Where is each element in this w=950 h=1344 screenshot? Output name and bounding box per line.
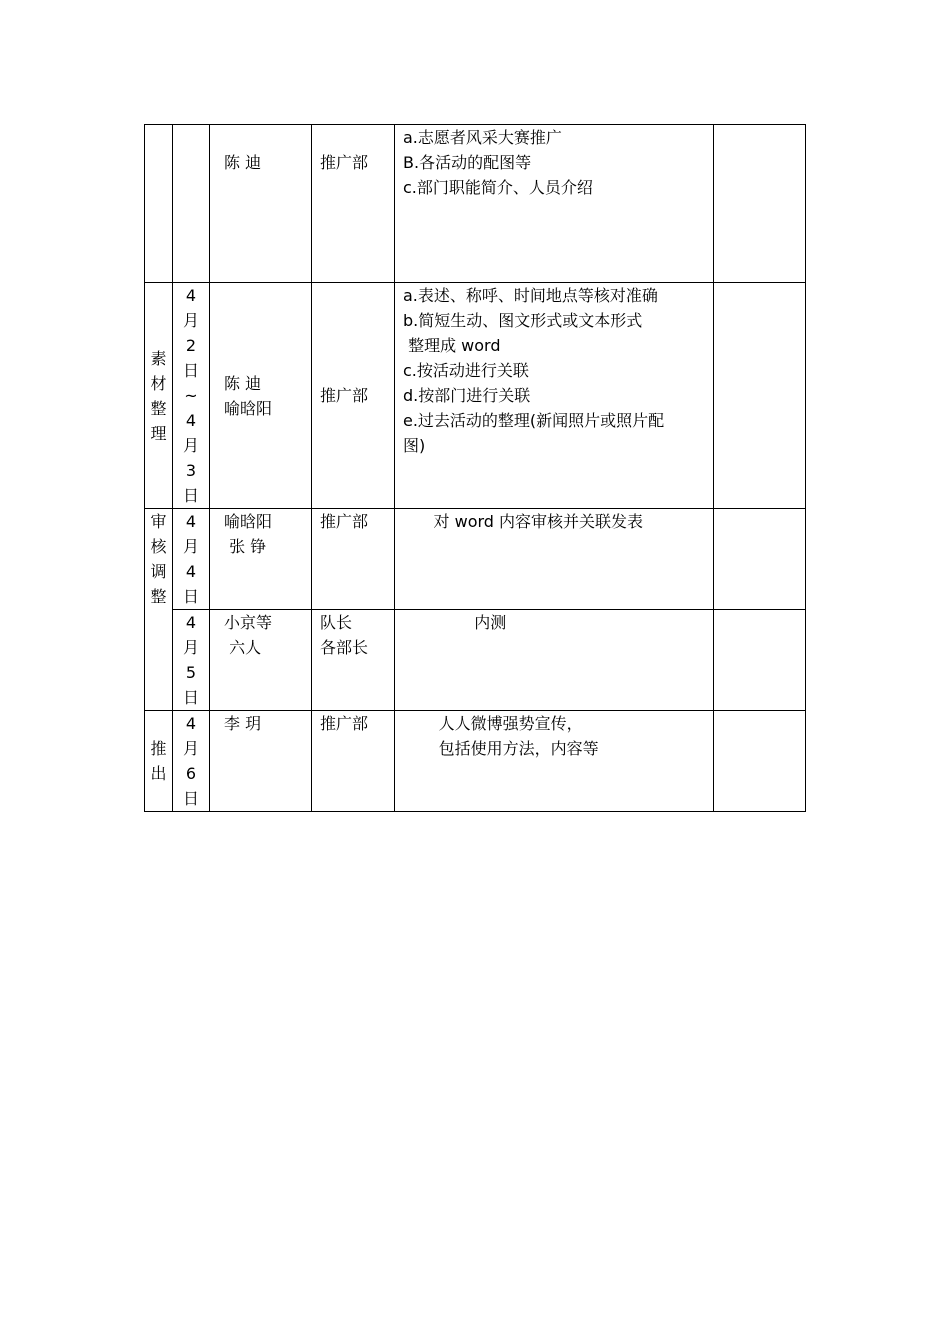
content-line: B.各活动的配图等 bbox=[403, 153, 532, 172]
person-name: 陈 迪 bbox=[224, 373, 262, 393]
date-cell bbox=[173, 283, 210, 509]
content-line: c.部门职能简介、人员介绍 bbox=[403, 178, 593, 197]
content-line: 内测 bbox=[403, 613, 507, 632]
content-line: 对 word 内容审核并关联发表 bbox=[403, 512, 644, 531]
content-cell bbox=[395, 125, 714, 283]
table-row bbox=[145, 610, 806, 711]
content-line: 人人微博强势宣传， bbox=[403, 714, 583, 733]
stage-cell bbox=[145, 509, 173, 711]
dept-name: 各部长 bbox=[320, 638, 369, 657]
date-cell bbox=[173, 610, 210, 711]
person-name: 小京等 bbox=[224, 613, 273, 632]
dept-cell bbox=[312, 610, 395, 711]
stage-label: 推 出 bbox=[150, 739, 167, 783]
person-name: 陈 迪 bbox=[224, 153, 262, 172]
stage-cell bbox=[145, 125, 173, 283]
content-line: c.按活动进行关联 bbox=[403, 361, 529, 380]
content-line: 包括使用方法，内容等 bbox=[403, 739, 599, 758]
stage-label: 素 材 整 理 bbox=[150, 348, 167, 443]
note-cell bbox=[714, 610, 806, 711]
content-line: b.简短生动、图文形式或文本形式 bbox=[403, 311, 643, 330]
table-row bbox=[145, 509, 806, 610]
dept-cell bbox=[312, 711, 395, 812]
person-name: 李 玥 bbox=[224, 714, 262, 733]
dept-name: 队长 bbox=[320, 613, 353, 632]
person-name: 六人 bbox=[224, 638, 262, 657]
dept-cell bbox=[312, 509, 395, 610]
date-cell bbox=[173, 125, 210, 283]
dept-name: 推广部 bbox=[320, 714, 369, 733]
content-line: 整理成 word bbox=[403, 336, 501, 355]
person-cell bbox=[210, 509, 312, 610]
dept-name: 推广部 bbox=[320, 386, 369, 405]
stage-cell bbox=[145, 711, 173, 812]
stage-label: 审 核 调 整 bbox=[150, 512, 167, 606]
content-line: a.志愿者风采大赛推广 bbox=[403, 128, 562, 147]
dept-name: 推广部 bbox=[320, 512, 369, 531]
dept-name: 推广部 bbox=[320, 153, 369, 172]
person-cell bbox=[210, 125, 312, 283]
date-label: 4 月 6 日 bbox=[182, 714, 199, 808]
person-cell bbox=[210, 283, 312, 509]
note-cell bbox=[714, 509, 806, 610]
note-cell bbox=[714, 125, 806, 283]
date-label: 4 月 4 日 bbox=[182, 512, 199, 606]
date-label: 4 月 5 日 bbox=[182, 613, 199, 707]
person-name: 张 铮 bbox=[224, 537, 267, 556]
note-cell bbox=[714, 711, 806, 812]
table-row bbox=[145, 711, 806, 812]
content-cell bbox=[395, 711, 714, 812]
table-row bbox=[145, 125, 806, 283]
content-cell bbox=[395, 610, 714, 711]
date-label: 4 月 2 日 ~ 4 月 3 日 bbox=[182, 286, 199, 505]
table-row bbox=[145, 283, 806, 509]
content-line: 图) bbox=[403, 436, 426, 455]
person-cell bbox=[210, 610, 312, 711]
person-name: 喻晗阳 bbox=[224, 512, 273, 531]
note-cell bbox=[714, 283, 806, 509]
person-cell bbox=[210, 711, 312, 812]
content-line: e.过去活动的整理(新闻照片或照片配 bbox=[403, 411, 665, 430]
content-cell bbox=[395, 283, 714, 509]
schedule-table bbox=[144, 124, 806, 812]
content-line: d.按部门进行关联 bbox=[403, 386, 531, 405]
stage-cell bbox=[145, 283, 173, 509]
date-cell bbox=[173, 711, 210, 812]
dept-cell bbox=[312, 283, 395, 509]
person-name: 喻晗阳 bbox=[224, 398, 273, 418]
dept-cell bbox=[312, 125, 395, 283]
date-cell bbox=[173, 509, 210, 610]
content-line: a.表述、称呼、时间地点等核对准确 bbox=[403, 286, 658, 305]
content-cell bbox=[395, 509, 714, 610]
